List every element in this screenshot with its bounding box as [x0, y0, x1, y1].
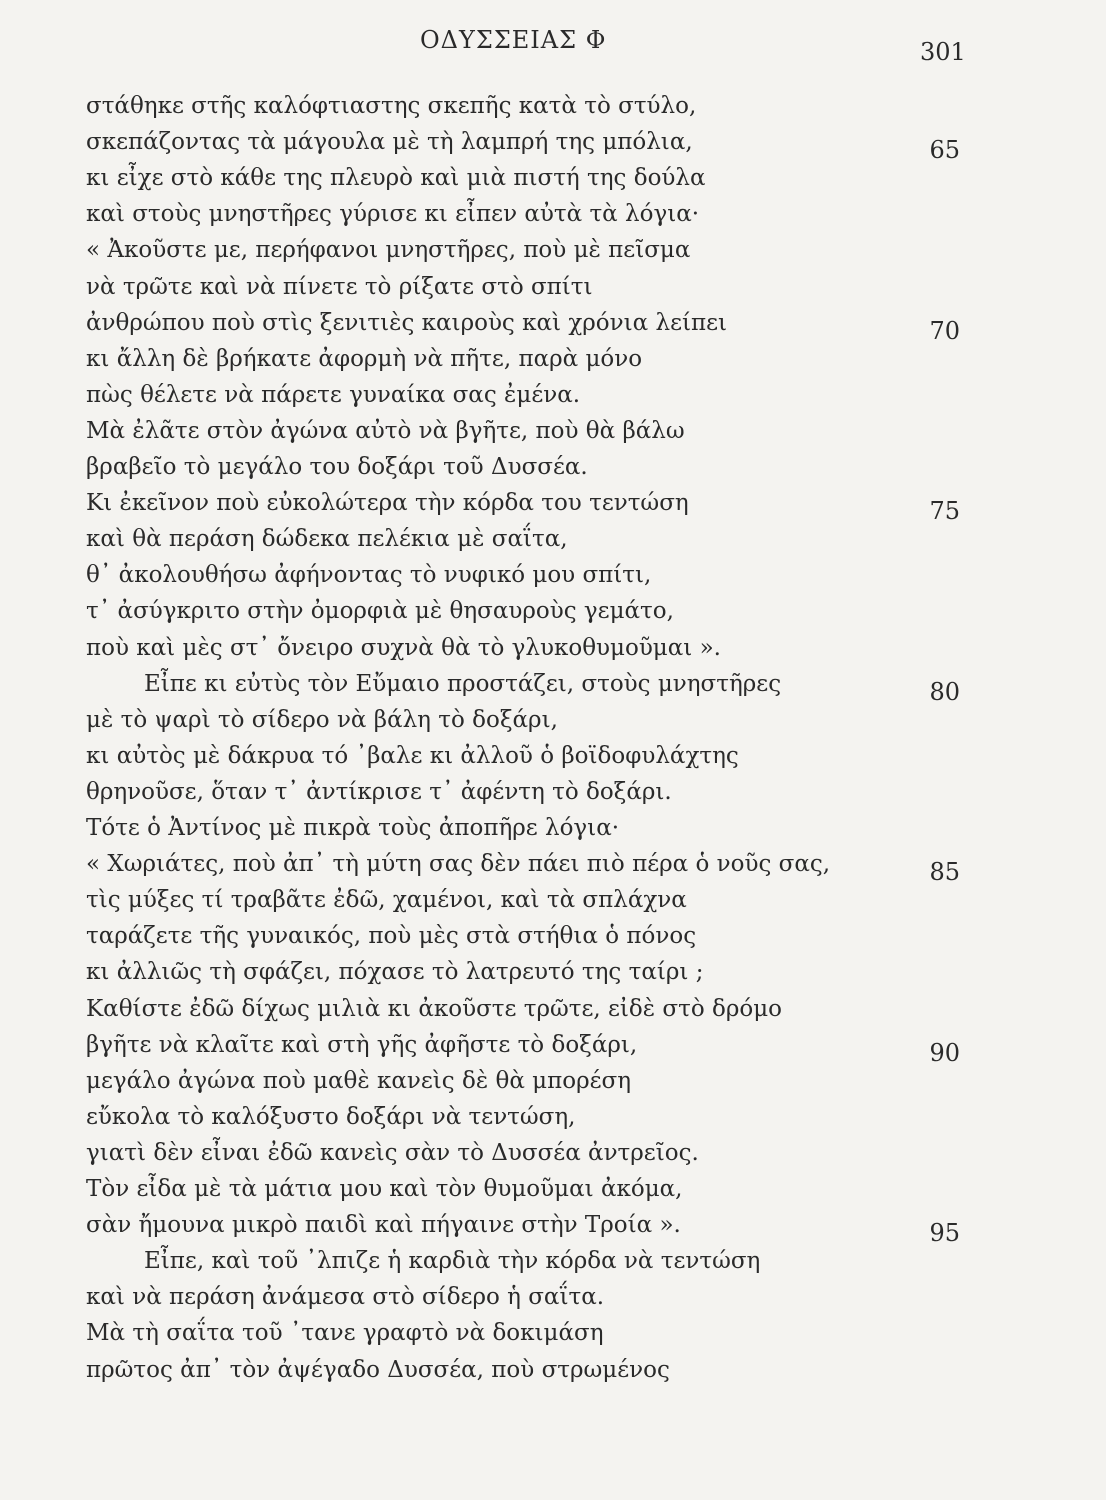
line-number: 75 [929, 497, 960, 525]
verse-line: Τὸν εἶδα μὲ τὰ μάτια μου καὶ τὸν θυμοῦμαι ἀκόμα, [86, 1176, 683, 1202]
verse-block [0, 88, 1106, 1408]
verse-line: εὔκολα τὸ καλόξυστο δοξάρι νὰ τεντώση, [86, 1104, 576, 1130]
line-number: 90 [929, 1039, 960, 1067]
verse-line: Εἶπε, καὶ τοῦ ᾽λπιζε ἡ καρδιὰ τὴν κόρδα νὰ τεντώση [144, 1248, 761, 1274]
verse-line: σὰν ἤμουνα μικρὸ παιδὶ καὶ πήγαινε στὴν Τροία ». [86, 1212, 681, 1238]
verse-line: μὲ τὸ ψαρὶ τὸ σίδερο νὰ βάλη τὸ δοξάρι, [86, 707, 558, 733]
line-number: 85 [929, 858, 960, 886]
verse-line: καὶ νὰ περάση ἀνάμεσα στὸ σίδερο ἡ σαΐτα. [86, 1284, 605, 1310]
line-number: 65 [929, 136, 960, 164]
verse-line: βγῆτε νὰ κλαῖτε καὶ στὴ γῆς ἀφῆστε τὸ δοξάρι, [86, 1032, 638, 1058]
line-number: 70 [929, 317, 960, 345]
running-head [0, 22, 1106, 66]
running-title: ΟΔΥΣΣΕΙΑΣ Φ [420, 26, 607, 54]
page-number: 301 [920, 38, 966, 66]
verse-line: Μὰ ἐλᾶτε στὸν ἀγώνα αὐτὸ νὰ βγῆτε, ποὺ θὰ βάλω [86, 418, 685, 444]
verse-line: νὰ τρῶτε καὶ νὰ πίνετε τὸ ρίξατε στὸ σπίτι [86, 274, 593, 300]
verse-line: καὶ θὰ περάση δώδεκα πελέκια μὲ σαΐτα, [86, 526, 568, 552]
verse-line: ποὺ καὶ μὲς στ᾽ ὄνειρο συχνὰ θὰ τὸ γλυκοθυμοῦμαι ». [86, 635, 721, 661]
verse-line: « Ἀκοῦστε με, περήφανοι μνηστῆρες, ποὺ μὲ πεῖσμα [86, 237, 691, 263]
verse-line: τὶς μύξες τί τραβᾶτε ἐδῶ, χαμένοι, καὶ τὰ σπλάχνα [86, 887, 687, 913]
verse-line: ταράζετε τῆς γυναικός, ποὺ μὲς στὰ στήθια ὁ πόνος [86, 923, 697, 949]
verse-line: βραβεῖο τὸ μεγάλο του δοξάρι τοῦ Δυσσέα. [86, 454, 588, 480]
verse-line: θρηνοῦσε, ὅταν τ᾽ ἀντίκρισε τ᾽ ἀφέντη τὸ δοξάρι. [86, 779, 672, 805]
verse-line: θ᾽ ἀκολουθήσω ἀφήνοντας τὸ νυφικό μου σπίτι, [86, 562, 652, 588]
verse-line: καὶ στοὺς μνηστῆρες γύρισε κι εἶπεν αὐτὰ τὰ λόγια· [86, 201, 700, 227]
verse-line: γιατὶ δὲν εἶναι ἐδῶ κανεὶς σὰν τὸ Δυσσέα ἀντρεῖος. [86, 1140, 699, 1166]
verse-line: πρῶτος ἀπ᾽ τὸν ἀψέγαδο Δυσσέα, ποὺ στρωμένος [86, 1357, 670, 1383]
line-number: 95 [929, 1219, 960, 1247]
verse-line: Καθίστε ἐδῶ δίχως μιλιὰ κι ἀκοῦστε τρῶτε, εἰδὲ στὸ δρόμο [86, 996, 783, 1022]
verse-line: μεγάλο ἀγώνα ποὺ μαθὲ κανεὶς δὲ θὰ μπορέση [86, 1068, 632, 1094]
verse-line: στάθηκε στῆς καλόφτιαστης σκεπῆς κατὰ τὸ στύλο, [86, 93, 697, 119]
verse-line: Τότε ὁ Ἀντίνος μὲ πικρὰ τοὺς ἀποπῆρε λόγια· [86, 815, 620, 841]
verse-line: ἀνθρώπου ποὺ στὶς ξενιτιὲς καιροὺς καὶ χρόνια λείπει [86, 310, 728, 336]
verse-line: κι εἶχε στὸ κάθε της πλευρὸ καὶ μιὰ πιστή της δούλα [86, 165, 706, 191]
verse-line: Εἶπε κι εὐτὺς τὸν Εὔμαιο προστάζει, στοὺς μνηστῆρες [144, 671, 782, 697]
verse-line: Κι ἐκεῖνον ποὺ εὐκολώτερα τὴν κόρδα του τεντώση [86, 490, 689, 516]
verse-line: πὼς θέλετε νὰ πάρετε γυναίκα σας ἐμένα. [86, 382, 581, 408]
verse-line: κι αὐτὸς μὲ δάκρυα τό ᾽βαλε κι ἀλλοῦ ὁ βοϊδοφυλάχτης [86, 743, 739, 769]
verse-line: κι ἀλλιῶς τὴ σφάζει, πόχασε τὸ λατρευτό της ταίρι ; [86, 959, 704, 985]
verse-line: τ᾽ ἀσύγκριτο στὴν ὀμορφιὰ μὲ θησαυροὺς γεμάτο, [86, 598, 674, 624]
verse-line: Μὰ τὴ σαΐτα τοῦ ᾽τανε γραφτὸ νὰ δοκιμάση [86, 1320, 604, 1346]
verse-line: κι ἄλλη δὲ βρήκατε ἀφορμὴ νὰ πῆτε, παρὰ μόνο [86, 346, 643, 372]
verse-line: σκεπάζοντας τὰ μάγουλα μὲ τὴ λαμπρή της μπόλια, [86, 129, 693, 155]
line-number: 80 [929, 678, 960, 706]
verse-line: « Χωριάτες, ποὺ ἀπ᾽ τὴ μύτη σας δὲν πάει πιὸ πέρα ὁ νοῦς σας, [86, 851, 831, 877]
